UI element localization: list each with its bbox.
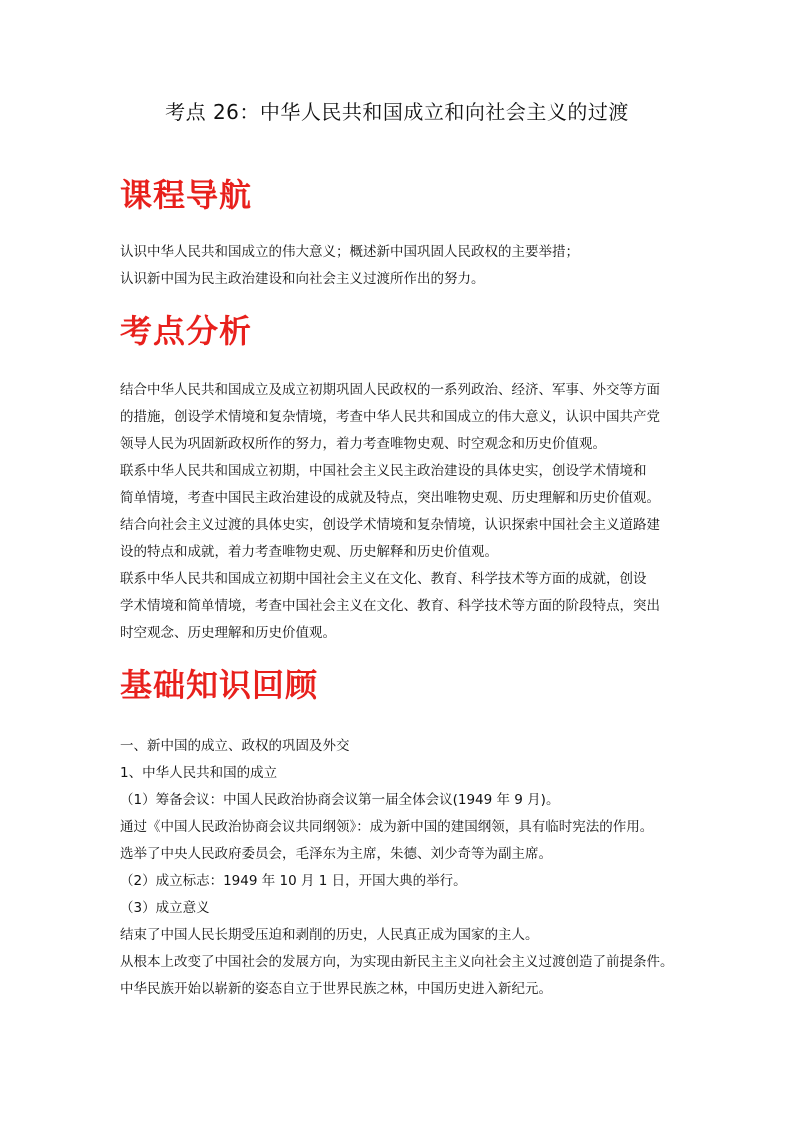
section-heading-nav: 课程导航 xyxy=(120,176,253,214)
analysis-paragraph xyxy=(120,377,680,647)
analysis-line: 结合向社会主义过渡的具体史实，创设学术情境和复杂情境，认识探索中国社会主义道路建 xyxy=(120,517,660,533)
review-line: 一、新中国的成立、政权的巩固及外交 xyxy=(120,738,350,754)
nav-paragraph xyxy=(120,239,680,293)
analysis-line: 领导人民为巩固新政权所作的努力，着力考查唯物史观、时空观念和历史价值观。 xyxy=(120,436,606,452)
review-line: 结束了中国人民长期受压迫和剥削的历史，人民真正成为国家的主人。 xyxy=(120,927,539,943)
analysis-line: 学术情境和简单情境，考查中国社会主义在文化、教育、科学技术等方面的阶段特点，突出 xyxy=(120,598,660,614)
analysis-line: 简单情境，考查中国民主政治建设的成就及特点，突出唯物史观、历史理解和历史价值观。 xyxy=(120,490,660,506)
document-title: 考点 26：中华人民共和国成立和向社会主义的过渡 xyxy=(165,100,629,124)
review-line: 从根本上改变了中国社会的发展方向，为实现由新民主主义向社会主义过渡创造了前提条件。 xyxy=(120,954,674,970)
analysis-line: 设的特点和成就，着力考查唯物史观、历史解释和历史价值观。 xyxy=(120,544,498,560)
nav-line: 认识新中国为民主政治建设和向社会主义过渡所作出的努力。 xyxy=(120,271,485,287)
review-paragraph xyxy=(120,733,680,1003)
analysis-line: 联系中华人民共和国成立初期中国社会主义在文化、教育、科学技术等方面的成就，创设 xyxy=(120,571,647,587)
analysis-line: 的措施，创设学术情境和复杂情境，考查中华人民共和国成立的伟大意义，认识中国共产党 xyxy=(120,409,660,425)
review-line: （1）筹备会议：中国人民政治协商会议第一届全体会议(1949 年 9 月)。 xyxy=(120,792,560,808)
review-line: 通过《中国人民政治协商会议共同纲领》：成为新中国的建国纲领，具有临时宪法的作用。 xyxy=(120,819,654,835)
analysis-line: 时空观念、历史理解和历史价值观。 xyxy=(120,625,336,641)
review-line: 1、中华人民共和国的成立 xyxy=(120,765,278,781)
analysis-line: 联系中华人民共和国成立初期，中国社会主义民主政治建设的具体史实，创设学术情境和 xyxy=(120,463,647,479)
review-line: （2）成立标志：1949 年 10 月 1 日，开国大典的举行。 xyxy=(120,873,467,889)
nav-line: 认识中华人民共和国成立的伟大意义；概述新中国巩固人民政权的主要举措； xyxy=(120,244,579,260)
section-heading-review: 基础知识回顾 xyxy=(120,666,319,704)
analysis-line: 结合中华人民共和国成立及成立初期巩固人民政权的一系列政治、经济、军事、外交等方面 xyxy=(120,382,660,398)
review-line: （3）成立意义 xyxy=(120,900,210,916)
section-heading-analysis: 考点分析 xyxy=(120,312,253,350)
review-line: 中华民族开始以崭新的姿态自立于世界民族之林，中国历史进入新纪元。 xyxy=(120,981,552,997)
review-line: 选举了中央人民政府委员会，毛泽东为主席，朱德、刘少奇等为副主席。 xyxy=(120,846,552,862)
